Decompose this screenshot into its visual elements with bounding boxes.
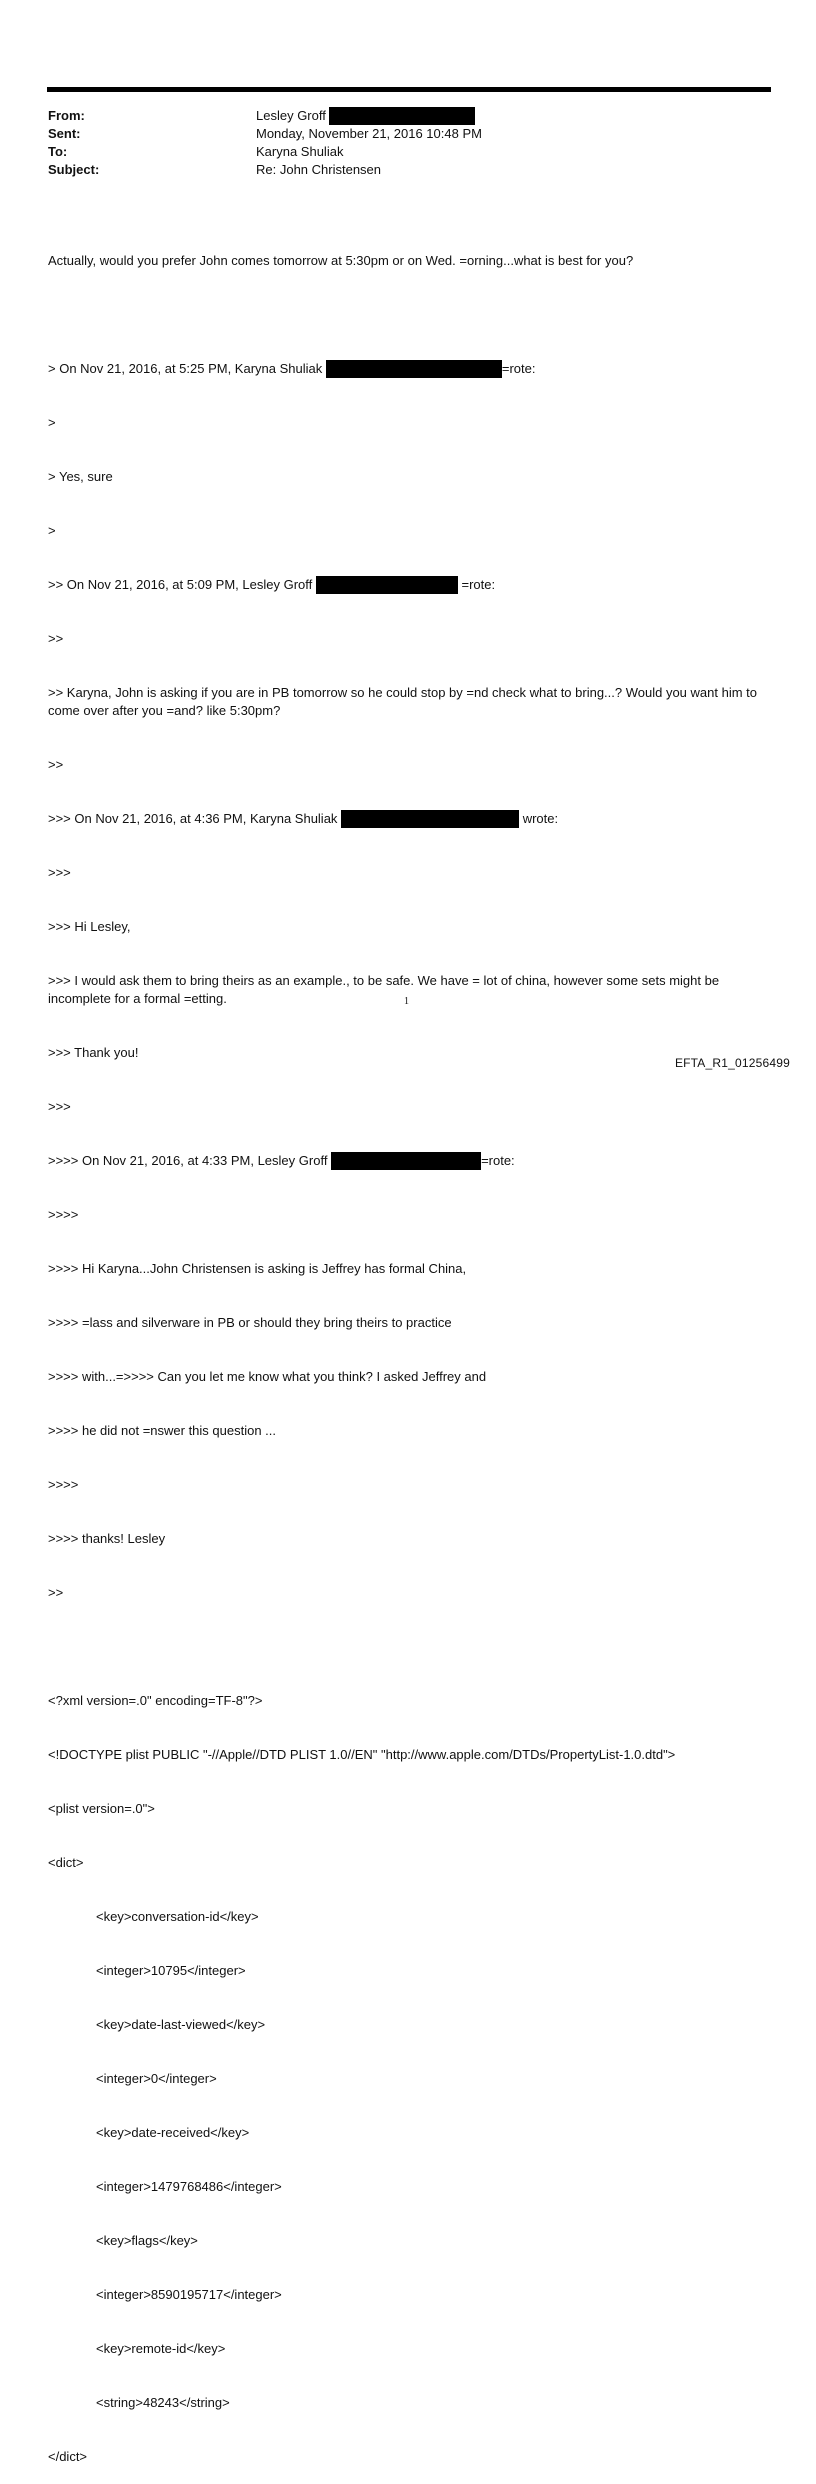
sent-label: Sent: xyxy=(48,126,81,141)
plist-line: <?xml version=.0" encoding=TF-8"?> xyxy=(48,1693,263,1708)
body-line: >> Karyna, John is asking if you are in PB tomorrow so he could stop by =nd check what to bring...? Would you want him to come over after you =and? like 5:30pm? xyxy=(48,685,761,718)
to-label: To: xyxy=(48,144,68,159)
body-line: >>> Hi Lesley, xyxy=(48,919,131,934)
body-line: >>>> Hi Karyna...John Christensen is asking is Jeffrey has formal China, xyxy=(48,1261,467,1276)
redaction-box xyxy=(326,360,502,378)
body-line: >>> xyxy=(48,865,71,880)
body-line: >>>> with...=>>>> Can you let me know what you think? I asked Jeffrey and xyxy=(48,1369,487,1384)
page-number: 1 xyxy=(404,996,409,1007)
body-line: >>>> =lass and silverware in PB or should they bring theirs to practice xyxy=(48,1315,452,1330)
sent-value: Monday, November 21, 2016 10:48 PM xyxy=(256,126,482,141)
body-line: > Yes, sure xyxy=(48,469,113,484)
body-line: >> xyxy=(48,757,64,772)
quote-header-line: >>>> On Nov 21, 2016, at 4:33 PM, Lesley Groff =rote: xyxy=(48,1153,515,1168)
body-line: >>>> xyxy=(48,1477,79,1492)
redaction-box xyxy=(329,107,475,125)
plist-line: <key>remote-id</key> xyxy=(96,2341,226,2356)
plist-line: </dict> xyxy=(48,2449,88,2464)
bates-stamp: EFTA_R1_01256499 xyxy=(674,1056,790,1070)
from-value: Lesley Groff xyxy=(256,107,475,125)
plist-line: <integer>1479768486</integer> xyxy=(96,2179,282,2194)
plist-line: <dict> xyxy=(48,1855,84,1870)
subject-value: Re: John Christensen xyxy=(256,162,382,177)
body-line: >>>> he did not =nswer this question ... xyxy=(48,1423,277,1438)
plist-line: <integer>0</integer> xyxy=(96,2071,217,2086)
body-line: >>> xyxy=(48,1099,71,1114)
plist-line: <!DOCTYPE plist PUBLIC "-//Apple//DTD PLIST 1.0//EN" "http://www.apple.com/DTDs/PropertyList-1.0.dtd"> xyxy=(48,1747,676,1762)
redaction-box xyxy=(331,1152,481,1170)
plist-line: <key>date-last-viewed</key> xyxy=(96,2017,266,2032)
plist-line: <key>flags</key> xyxy=(96,2233,198,2248)
plist-line: <string>48243</string> xyxy=(96,2395,230,2410)
email-body xyxy=(48,216,770,2484)
header-rule xyxy=(47,87,771,92)
from-label: From: xyxy=(48,108,85,123)
quote-header-line: >>> On Nov 21, 2016, at 4:36 PM, Karyna Shuliak wrote: xyxy=(48,811,559,826)
body-line: >>> Thank you! xyxy=(48,1045,139,1060)
body-line: > xyxy=(48,523,56,538)
body-line: >>> I would ask them to bring theirs as an example., to be safe. We have = lot of china, however some sets might be incomplete for a formal =etting. xyxy=(48,973,723,1006)
plist-line: <key>date-received</key> xyxy=(96,2125,250,2140)
plist-line: <plist version=.0"> xyxy=(48,1801,155,1816)
body-line: >> xyxy=(48,631,64,646)
body-line: >>>> xyxy=(48,1207,79,1222)
body-line: >>>> thanks! Lesley xyxy=(48,1531,166,1546)
plist-line: <key>conversation-id</key> xyxy=(96,1909,259,1924)
quote-header-line: >> On Nov 21, 2016, at 5:09 PM, Lesley Groff =rote: xyxy=(48,577,496,592)
plist-line: <integer>8590195717</integer> xyxy=(96,2287,282,2302)
redaction-box xyxy=(341,810,519,828)
subject-label: Subject: xyxy=(48,162,100,177)
body-line: Actually, would you prefer John comes tomorrow at 5:30pm or on Wed. =orning...what is best for you? xyxy=(48,253,634,268)
quote-header-line: > On Nov 21, 2016, at 5:25 PM, Karyna Shuliak =rote: xyxy=(48,361,536,376)
body-line: > xyxy=(48,415,56,430)
to-value: Karyna Shuliak xyxy=(256,144,344,159)
plist-line: <integer>10795</integer> xyxy=(96,1963,246,1978)
body-line: >> xyxy=(48,1585,64,1600)
redaction-box xyxy=(316,576,458,594)
